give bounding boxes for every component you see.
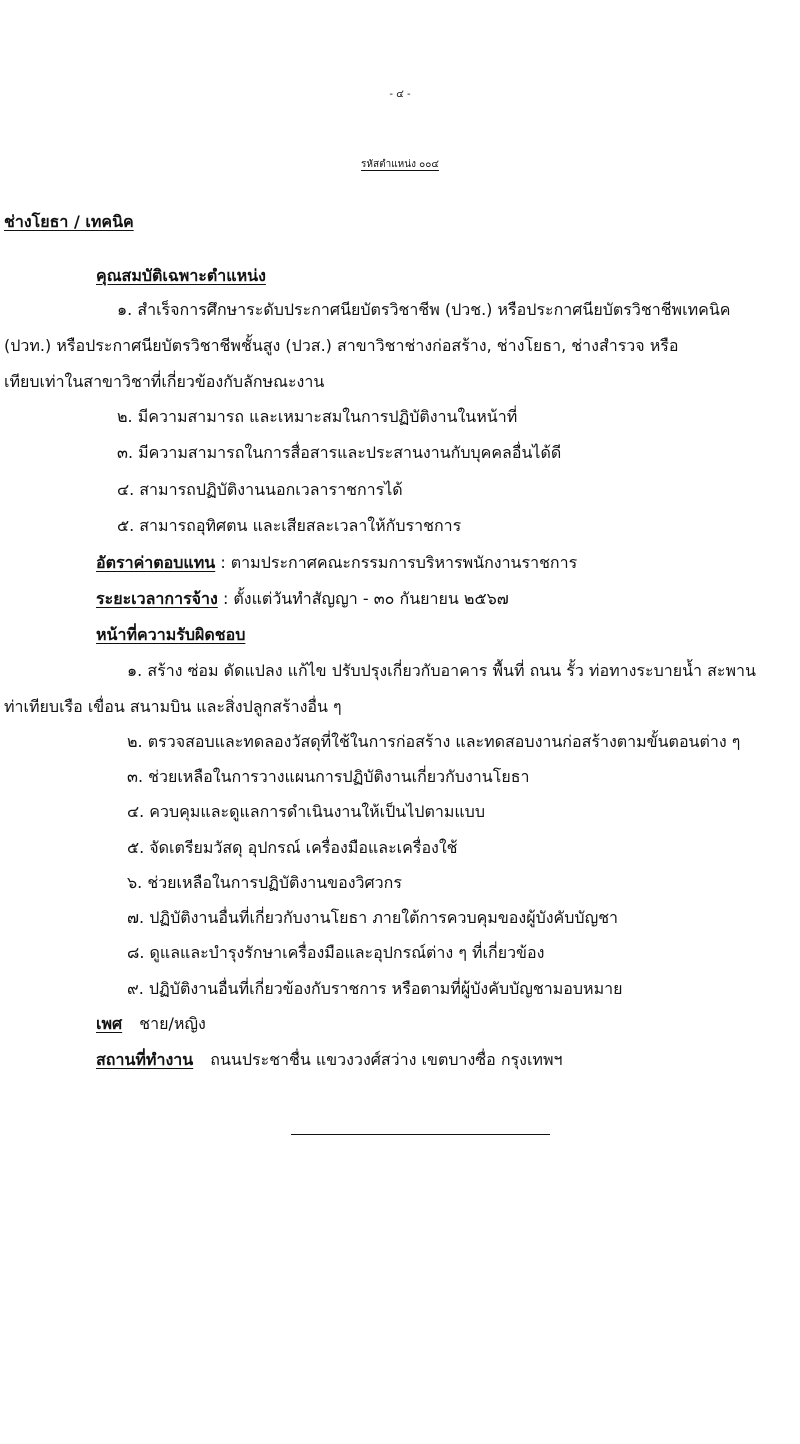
duty-item-8: ๘. ดูแลและบำรุงรักษาเครื่องมือและอุปกรณ์ต่าง ๆ ที่เกี่ยวข้อง	[127, 943, 545, 962]
duty-item-1-line-1: ๑. สร้าง ซ่อม ดัดแปลง แก้ไข ปรับปรุงเกี่ยวกับอาคาร พื้นที่ ถนน รั้ว ท่อทางระบายน้ำ สะพาน	[127, 661, 756, 680]
duty-item-9: ๙. ปฏิบัติงานอื่นที่เกี่ยวข้องกับราชการ หรือตามที่ผู้บังคับบัญชามอบหมาย	[127, 979, 623, 998]
workplace-label: สถานที่ทำงาน	[96, 1050, 194, 1069]
duty-item-2: ๒. ตรวจสอบและทดลองวัสดุที่ใช้ในการก่อสร้าง และทดสอบงานก่อสร้างตามขั้นตอนต่าง ๆ	[127, 732, 741, 751]
duties-heading	[96, 624, 245, 646]
duties-heading-text: หน้าที่ความรับผิดชอบ	[96, 625, 246, 644]
duty-item-7: ๗. ปฏิบัติงานอื่นที่เกี่ยวกับงานโยธา ภายใต้การควบคุมของผู้บังคับบัญชา	[127, 908, 619, 927]
workplace-row	[96, 1049, 563, 1071]
qualification-item-1-line-2: (ปวท.) หรือประกาศนียบัตรวิชาชีพชั้นสูง (ปวส.) สาขาวิชาช่างก่อสร้าง, ช่างโยธา, ช่างสำรวจ หรือ	[4, 336, 679, 355]
duty-item-3: ๓. ช่วยเหลือในการวางแผนการปฏิบัติงานเกี่ยวกับงานโยธา	[127, 767, 530, 786]
qualification-item-1-line-3: เทียบเท่าในสาขาวิชาที่เกี่ยวข้องกับลักษณะงาน	[4, 372, 325, 391]
gender-value: ชาย/หญิง	[139, 1014, 206, 1033]
qualification-item-4: ๔. สามารถปฏิบัติงานนอกเวลาราชการได้	[117, 480, 403, 499]
duty-item-1-line-2: ท่าเทียบเรือ เขื่อน สนามบิน และสิ่งปลูกสร้างอื่น ๆ	[4, 697, 342, 716]
compensation-value: : ตามประกาศคณะกรรมการบริหารพนักงานราชการ	[220, 553, 578, 572]
employment-period-row	[96, 588, 509, 610]
qualification-item-3: ๓. มีความสามารถในการสื่อสารและประสานงานกับบุคคลอื่นได้ดี	[117, 443, 562, 462]
employment-period-label: ระยะเวลาการจ้าง	[96, 589, 218, 608]
duty-item-6: ๖. ช่วยเหลือในการปฏิบัติงานของวิศวกร	[127, 873, 402, 892]
duty-item-5: ๕. จัดเตรียมวัสดุ อุปกรณ์ เครื่องมือและเครื่องใช้	[127, 838, 458, 857]
employment-period-value: : ตั้งแต่วันทำสัญญา - ๓๐ กันยายน ๒๕๖๗	[222, 589, 509, 608]
position-code	[0, 154, 800, 176]
position-title-text: ช่างโยธา / เทคนิค	[4, 212, 134, 231]
position-code-text: รหัสตำแหน่ง ๐๐๔	[361, 159, 439, 170]
compensation-label: อัตราค่าตอบแทน	[96, 553, 216, 572]
qualification-item-1-line-1: ๑. สำเร็จการศึกษาระดับประกาศนียบัตรวิชาชีพ (ปวช.) หรือประกาศนียบัตรวิชาชีพเทคนิค	[117, 300, 731, 319]
closing-rule	[291, 1134, 550, 1135]
gender-row	[96, 1013, 206, 1035]
compensation-row	[96, 552, 577, 574]
workplace-value: ถนนประชาชื่น แขวงวงศ์สว่าง เขตบางซื่อ กรุงเทพฯ	[210, 1050, 563, 1069]
position-title	[4, 211, 134, 233]
qualification-item-5: ๕. สามารถอุทิศตน และเสียสละเวลาให้กับราชการ	[117, 516, 462, 535]
page-number: - ๔ -	[389, 89, 411, 100]
gender-label: เพศ	[96, 1014, 123, 1033]
qualification-item-2: ๒. มีความสามารถ และเหมาะสมในการปฏิบัติงานในหน้าที่	[117, 407, 518, 426]
qualifications-heading	[96, 265, 266, 287]
qualifications-heading-text: คุณสมบัติเฉพาะตำแหน่ง	[96, 266, 266, 285]
duty-item-4: ๔. ควบคุมและดูแลการดำเนินงานให้เป็นไปตามแบบ	[127, 802, 485, 821]
